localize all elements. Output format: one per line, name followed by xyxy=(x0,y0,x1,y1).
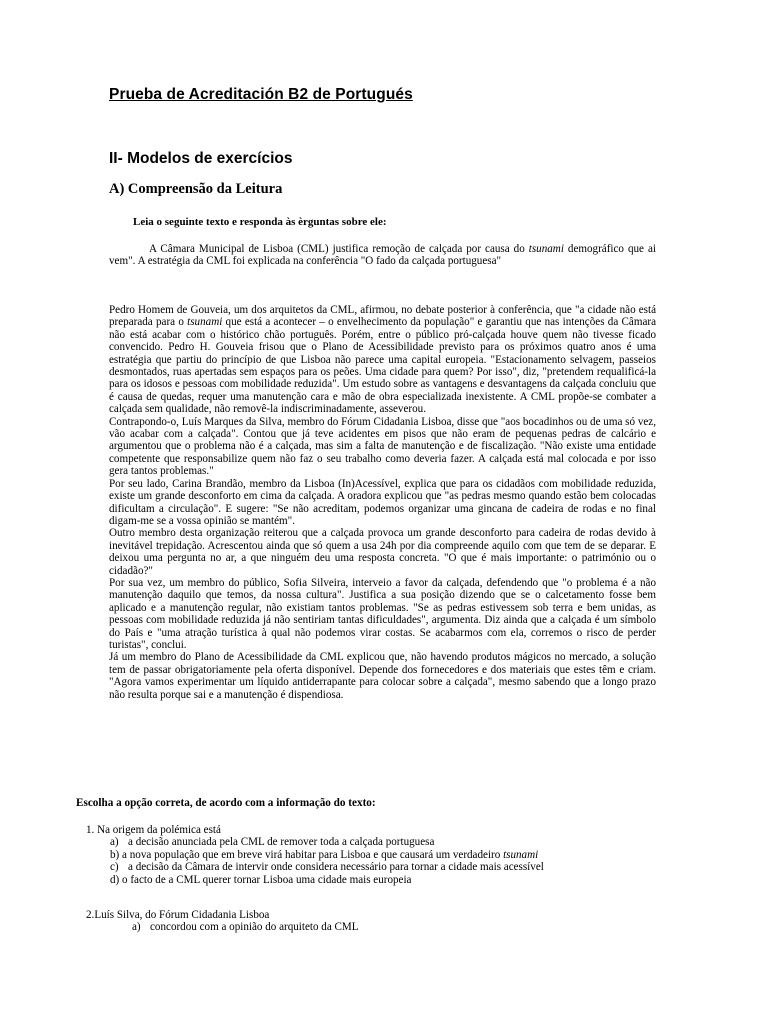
question-2 xyxy=(86,909,359,934)
article-paragraph-3: Por seu lado, Carina Brandão, membro da Lisboa (In)Acessível, explica que para os cidadãos com mobilidade reduzida, existe um grande desconforto em cima da calçada. A oradora explicou que "as pedras mesmo quando estão bem colocadas dificultam a circulação". E sugere: "Se não acreditam, podemos organizar uma gincana de cadeira de rodas e no final digam-me se a vossa opinião se mantém". xyxy=(109,477,656,527)
question-2-options xyxy=(86,921,359,933)
reading-instruction: Leia o seguinte texto e responda às èrguntas sobre ele: xyxy=(133,216,387,228)
intro-text-start: A Câmara Municipal de Lisboa (CML) justifica remoção de calçada por causa do xyxy=(149,243,529,255)
option-letter: b) xyxy=(110,848,120,861)
option-1c[interactable] xyxy=(86,861,544,873)
document-title: Prueba de Acreditación B2 de Portugués xyxy=(109,86,413,103)
section-heading: II- Modelos de exercícios xyxy=(109,150,293,167)
option-text: a decisão anunciada pela CML de remover toda a calçada portuguesa xyxy=(128,836,435,849)
article-text xyxy=(109,304,656,701)
intro-paragraph xyxy=(109,243,656,268)
question-header: Escolha a opção correta, de acordo com a informação do texto: xyxy=(76,797,376,809)
article-paragraph-4: Outro membro desta organização reiterou que a calçada provoca um grande desconforto para cadeira de rodas devido à inevitável trepidação. Acrescentou ainda que só quem a usa 24h por dia compreende aquilo com que tem de se deparar. E deixou uma pergunta no ar, a que ninguém deu uma resposta concreta. "O que é mais importante: o património ou o cidadão?" xyxy=(109,527,656,577)
question-1 xyxy=(86,824,544,886)
option-italic-term: tsunami xyxy=(503,848,539,861)
intro-text-end: demográfico que ai vem". A estratégia da CML foi explicada na conferência "O fado da calçada portuguesa" xyxy=(109,243,656,268)
option-text: o facto de a CML querer tornar Lisboa uma cidade mais europeia xyxy=(122,873,412,886)
option-text: a decisão da Câmara de intervir onde considera necessário para tornar a cidade mais acessível xyxy=(128,861,544,874)
option-text: a nova população que em breve virá habitar para Lisboa e que causará um verdadeiro xyxy=(122,848,504,861)
option-letter: d) xyxy=(110,873,120,886)
question-2-stem: 2.Luís Silva, do Fórum Cidadania Lisboa xyxy=(86,909,270,921)
option-2a[interactable] xyxy=(86,921,359,933)
question-1-options xyxy=(86,836,544,886)
subsection-heading: A) Compreensão da Leitura xyxy=(109,181,283,197)
article-paragraph-2: Contrapondo-o, Luís Marques da Silva, membro do Fórum Cidadania Lisboa, disse que "aos bocadinhos ou de uma só vez, vão acabar com a calçada". Contou que já teve acidentes em pisos que não eram de pequenas pedras de calcário e argumentou que o problema não é a calçada, mas sim a falta de manutenção e de fiscalização. "Não existe uma entidade competente que responsabilize quem não faz o seu trabalho como deveria fazer. A calçada está mal colocada e por isso gera tantos problemas." xyxy=(109,415,656,478)
article-paragraph-5: Por sua vez, um membro do público, Sofia Silveira, interveio a favor da calçada, defendendo que "o problema é a não manutenção daquilo que temos, da nossa cultura". Justifica a sua posição dizendo que se o calcetamento fosse bem aplicado e a manutenção regular, não existiam tantos problemas. "Se as pedras estivessem sob terra e bem unidas, as pessoas com mobilidade reduzida já não sentiriam tantas dificuldades", argumenta. Diz ainda que a calçada é um símbolo do País e "uma atração turística à qual não podemos virar costas. Se acabarmos com ela, corremos o risco de perder turistas", conclui. xyxy=(109,576,656,651)
article-p1-start: Pedro Homem de Gouveia, um dos arquitetos da CML, afirmou, no debate posterior à conferência, que "a cidade não está preparada para o xyxy=(109,304,656,329)
option-1d[interactable] xyxy=(86,874,544,886)
option-letter: a) xyxy=(110,836,119,849)
intro-italic-term: tsunami xyxy=(528,243,564,255)
option-letter: c) xyxy=(110,861,119,874)
question-1-stem: 1. Na origem da polémica está xyxy=(86,824,221,836)
article-paragraph-6: Já um membro do Plano de Acessibilidade da CML explicou que, não havendo produtos mágicos no mercado, a solução tem de passar obrigatoriamente pela oferta disponível. Depende dos fornecedores e dos materiais que estes têm e criam. "Agora vamos experimentar um líquido antiderrapante para colocar sobre a calçada", mesmo sabendo que a longo prazo não resulta porque sai e a manutenção é dispendiosa. xyxy=(109,651,656,701)
option-text: concordou com a opinião do arquiteto da CML xyxy=(150,921,359,934)
option-1b[interactable] xyxy=(86,849,544,861)
article-p1-end: que está a acontecer – o envelhecimento da população" e garantiu que nas intenções da Câmara não está acabar com o histórico chão português. Porém, entre o público pró-calçada houve quem não tivesse ficado convencido. Pedro H. Gouveia frisou que o Plano de Acessibilidade previsto para os próximos quatro anos é uma estratégia que partiu do princípio de que Lisboa não parece uma capital europeia. "Estacionamento selvagem, passeios desmontados, ruas apertadas sem espaços para os peões. Uma cidade para quem? Por isso", diz, "pretendem requalificá-la para os idosos e pessoas com mobilidade reduzida". Um estudo sobre as vantagens e desvantagens da calçada concluiu que é causa de quedas, requer uma manutenção cara e mão de obra especializada inexistente. A CML propõe-se combater a calçada sem qualidade, não removê-la indiscriminadamente, asseverou. xyxy=(109,316,657,416)
article-paragraph-1 xyxy=(109,304,656,416)
article-p1-italic: tsunami xyxy=(187,316,223,329)
option-1a[interactable] xyxy=(86,836,544,848)
option-letter: a) xyxy=(132,921,141,934)
